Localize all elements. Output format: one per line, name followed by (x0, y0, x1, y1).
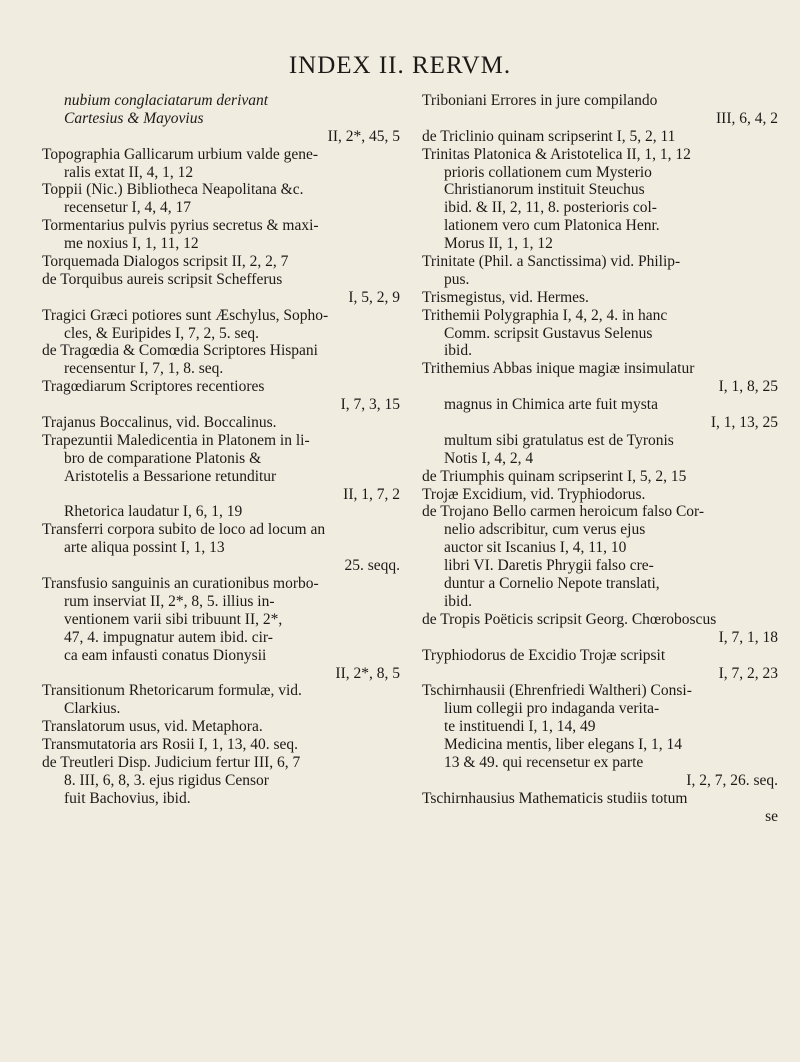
index-line: I, 5, 2, 9 (348, 288, 400, 306)
index-line: lium collegii pro indaganda verita- (444, 700, 660, 718)
index-line: de Tragœdia & Comœdia Scriptores Hispani (42, 342, 318, 360)
page-header: INDEX II. RERVM. (288, 52, 512, 79)
index-line: Triboniani Errores in jure compilando (422, 92, 658, 109)
index-line: II, 2*, 8, 5 (335, 664, 400, 682)
index-line: libri VI. Daretis Phrygii falso cre- (444, 557, 654, 575)
index-line: pus. (444, 270, 470, 288)
index-line: lationem vero cum Platonica Henr. (444, 217, 660, 235)
index-line: Aristotelis a Bessarione retunditur (64, 467, 277, 485)
index-line: prioris collationem cum Mysterio (444, 163, 652, 181)
index-line: Comm. scripsit Gustavus Selenus (444, 324, 653, 342)
index-line: de Triclinio quinam scripserint I, 5, 2, 11 (422, 127, 676, 145)
index-line: Rhetorica laudatur I, 6, 1, 19 (64, 503, 243, 521)
index-line: bro de comparatione Platonis & (64, 449, 262, 467)
index-line: rum inserviat II, 2*, 8, 5. illius in- (64, 592, 275, 610)
index-line: Trapezuntii Maledicentia in Platonem in li- (42, 431, 310, 449)
index-line: 47, 4. impugnatur autem ibid. cir- (64, 628, 273, 646)
index-line: Medicina mentis, liber elegans I, 1, 14 (444, 736, 683, 754)
index-line: nelio adscribitur, cum verus ejus (444, 521, 646, 539)
index-line: Morus II, 1, 1, 12 (444, 235, 553, 253)
index-line: cles, & Euripides I, 7, 2, 5. seq. (64, 324, 260, 342)
index-line: de Treutleri Disp. Judicium fertur III, 6, 7 (42, 753, 301, 771)
index-line: de Triumphis quinam scripserint I, 5, 2, 15 (422, 467, 687, 485)
index-line: II, 2*, 45, 5 (327, 127, 400, 145)
right-column (422, 92, 782, 826)
index-line: Toppii (Nic.) Bibliotheca Neapolitana &c. (42, 181, 304, 199)
index-line: Tryphiodorus de Excidio Trojæ scripsit (422, 646, 666, 664)
index-line: ventionem varii sibi tribuunt II, 2*, (64, 610, 283, 628)
index-line: de Tropis Poëticis scripsit Georg. Chœroboscus (422, 610, 717, 628)
index-line: Tragœdiarum Scriptores recentiores (42, 378, 265, 396)
index-line: de Trojano Bello carmen heroicum falso Cor- (422, 503, 705, 521)
index-line: Transitionum Rhetoricarum formulæ, vid. (42, 682, 302, 700)
index-line: Christianorum instituit Steuchus (444, 181, 645, 199)
index-line: I, 7, 2, 23 (718, 664, 778, 682)
index-line: me noxius I, 1, 11, 12 (64, 235, 199, 253)
index-line: Cartesius & Mayovius (64, 109, 204, 127)
index-line: auctor sit Iscanius I, 4, 11, 10 (444, 539, 627, 557)
index-line: nubium conglaciatarum derivant (64, 92, 269, 109)
index-line: ibid. & II, 2, 11, 8. posterioris col- (444, 199, 657, 217)
index-line: Torquemada Dialogos scripsit II, 2, 2, 7 (42, 253, 289, 271)
index-line: magnus in Chimica arte fuit mysta (444, 396, 658, 414)
index-line: I, 1, 13, 25 (710, 414, 778, 432)
index-line: Trinitate (Phil. a Sanctissima) vid. Philip- (422, 253, 681, 271)
index-line: Tschirnhausius Mathematicis studiis totum (422, 789, 688, 807)
index-line: Topographia Gallicarum urbium valde gene- (42, 145, 319, 163)
index-line: Trinitas Platonica & Aristotelica II, 1, 1, 12 (422, 145, 691, 163)
index-line: Tormentarius pulvis pyrius secretus & maxi- (42, 217, 319, 235)
index-line: arte aliqua possint I, 1, 13 (64, 539, 225, 557)
index-line: ca eam infausti conatus Dionysii (64, 646, 267, 664)
index-line: III, 6, 4, 2 (716, 109, 778, 127)
index-line: ibid. (444, 342, 472, 360)
index-line: Clarkius. (64, 700, 121, 718)
index-line: ibid. (444, 592, 472, 610)
index-line: Translatorum usus, vid. Metaphora. (42, 718, 263, 736)
index-line: Tragici Græci potiores sunt Æschylus, Sopho- (42, 306, 329, 324)
index-line: ralis extat II, 4, 1, 12 (64, 163, 194, 181)
index-line: recensentur I, 7, 1, 8. seq. (64, 360, 224, 378)
index-line: I, 2, 7, 26. seq. (686, 771, 778, 789)
index-line: Tschirnhausii (Ehrenfriedi Waltheri) Consi- (422, 682, 692, 700)
index-line: Transferri corpora subito de loco ad locum an (42, 521, 326, 539)
index-line: duntur a Cornelio Nepote translati, (444, 575, 660, 593)
index-line: fuit Bachovius, ibid. (64, 789, 191, 807)
index-line: recensetur I, 4, 4, 17 (64, 199, 191, 217)
index-line: I, 7, 1, 18 (718, 628, 778, 646)
index-line: Trismegistus, vid. Hermes. (422, 288, 589, 306)
index-line: I, 7, 3, 15 (340, 396, 400, 414)
index-line: Notis I, 4, 2, 4 (444, 449, 534, 467)
index-line: 8. III, 6, 8, 3. ejus rigidus Censor (64, 771, 269, 789)
index-line: Trajanus Boccalinus, vid. Boccalinus. (42, 414, 277, 432)
index-line: multum sibi gratulatus est de Tyronis (444, 431, 674, 449)
index-line: 13 & 49. qui recensetur ex parte (444, 753, 644, 771)
index-line: te instituendi I, 1, 14, 49 (444, 718, 596, 736)
left-column (42, 92, 404, 808)
index-line: de Torquibus aureis scripsit Schefferus (42, 270, 283, 288)
index-line: I, 1, 8, 25 (718, 378, 778, 396)
index-line: Trojæ Excidium, vid. Tryphiodorus. (422, 485, 646, 503)
index-line: Transfusio sanguinis an curationibus morbo- (42, 575, 319, 593)
index-line: 25. seqq. (344, 557, 400, 575)
index-line: Trithemii Polygraphia I, 4, 2, 4. in hanc (422, 306, 668, 324)
index-line: Trithemius Abbas inique magiæ insimulatur (422, 360, 695, 378)
index-line: II, 1, 7, 2 (343, 485, 400, 503)
index-line: se (765, 807, 778, 825)
index-line: Transmutatoria ars Rosii I, 1, 13, 40. seq. (42, 736, 299, 754)
